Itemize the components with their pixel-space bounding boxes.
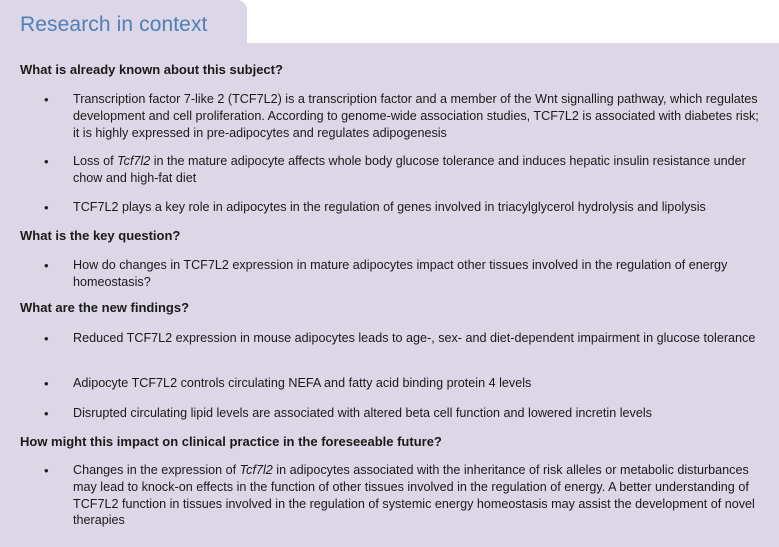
bullet-marker: • — [44, 154, 49, 169]
item-text: in adipocytes associated with the inheritance of risk alleles or metabolic disturbances may lead to knock-on effects in the function of other tissues involved in the regulation of energy. A better understanding of TCF7L2 function in tissues involved in the regulation of systemic energy homeostasis may assist the development of novel therapies — [73, 463, 755, 528]
box-title: Research in context — [20, 13, 208, 36]
section-heading-new-findings: What are the new findings? — [20, 300, 190, 315]
list-item-findings-1: Reduced TCF7L2 expression in mouse adipocytes leads to age-, sex- and diet-dependent impairment in glucose tolerance — [73, 331, 756, 345]
item-text: Changes in the expression of — [73, 463, 240, 477]
list-item-known-3: TCF7L2 plays a key role in adipocytes in the regulation of genes involved in triacylglycerol hydrolysis and lipolysis — [73, 200, 706, 214]
list-item-clinical-1 — [73, 462, 765, 529]
bullet-marker: • — [44, 463, 49, 478]
bullet-marker: • — [44, 258, 49, 273]
bullet-marker: • — [44, 376, 49, 391]
section-heading-key-question: What is the key question? — [20, 228, 181, 243]
list-item-key-question-1: How do changes in TCF7L2 expression in mature adipocytes impact other tissues involved in the regulation of energy homeostasis? — [73, 258, 728, 289]
bullet-marker: • — [44, 406, 49, 421]
list-item-findings-2: Adipocyte TCF7L2 controls circulating NEFA and fatty acid binding protein 4 levels — [73, 376, 532, 390]
bullet-marker: • — [44, 200, 49, 215]
gene-name-italic: Tcf7l2 — [117, 154, 151, 168]
section-heading-clinical-impact: How might this impact on clinical practice in the foreseeable future? — [20, 434, 442, 449]
gene-name-italic: Tcf7l2 — [239, 463, 273, 477]
list-item-known-2 — [73, 153, 765, 187]
list-item-known-1: Transcription factor 7-like 2 (TCF7L2) is a transcription factor and a member of the Wnt signalling pathway, which regulates development and cell proliferation. According to genome-wide association studies, TCF7L2 is associated with diabetes risk; it is highly expressed in pre-adipocytes and regulates adipogenesis — [73, 92, 759, 140]
bullet-marker: • — [44, 331, 49, 346]
bullet-marker: • — [44, 92, 49, 107]
section-heading-known: What is already known about this subject? — [20, 62, 283, 77]
item-text: Loss of — [73, 154, 118, 168]
list-item-findings-3: Disrupted circulating lipid levels are associated with altered beta cell function and lowered incretin levels — [73, 406, 652, 420]
title-tab — [0, 0, 247, 43]
item-text: in the mature adipocyte affects whole body glucose tolerance and induces hepatic insulin resistance under chow and high-fat diet — [73, 154, 746, 185]
